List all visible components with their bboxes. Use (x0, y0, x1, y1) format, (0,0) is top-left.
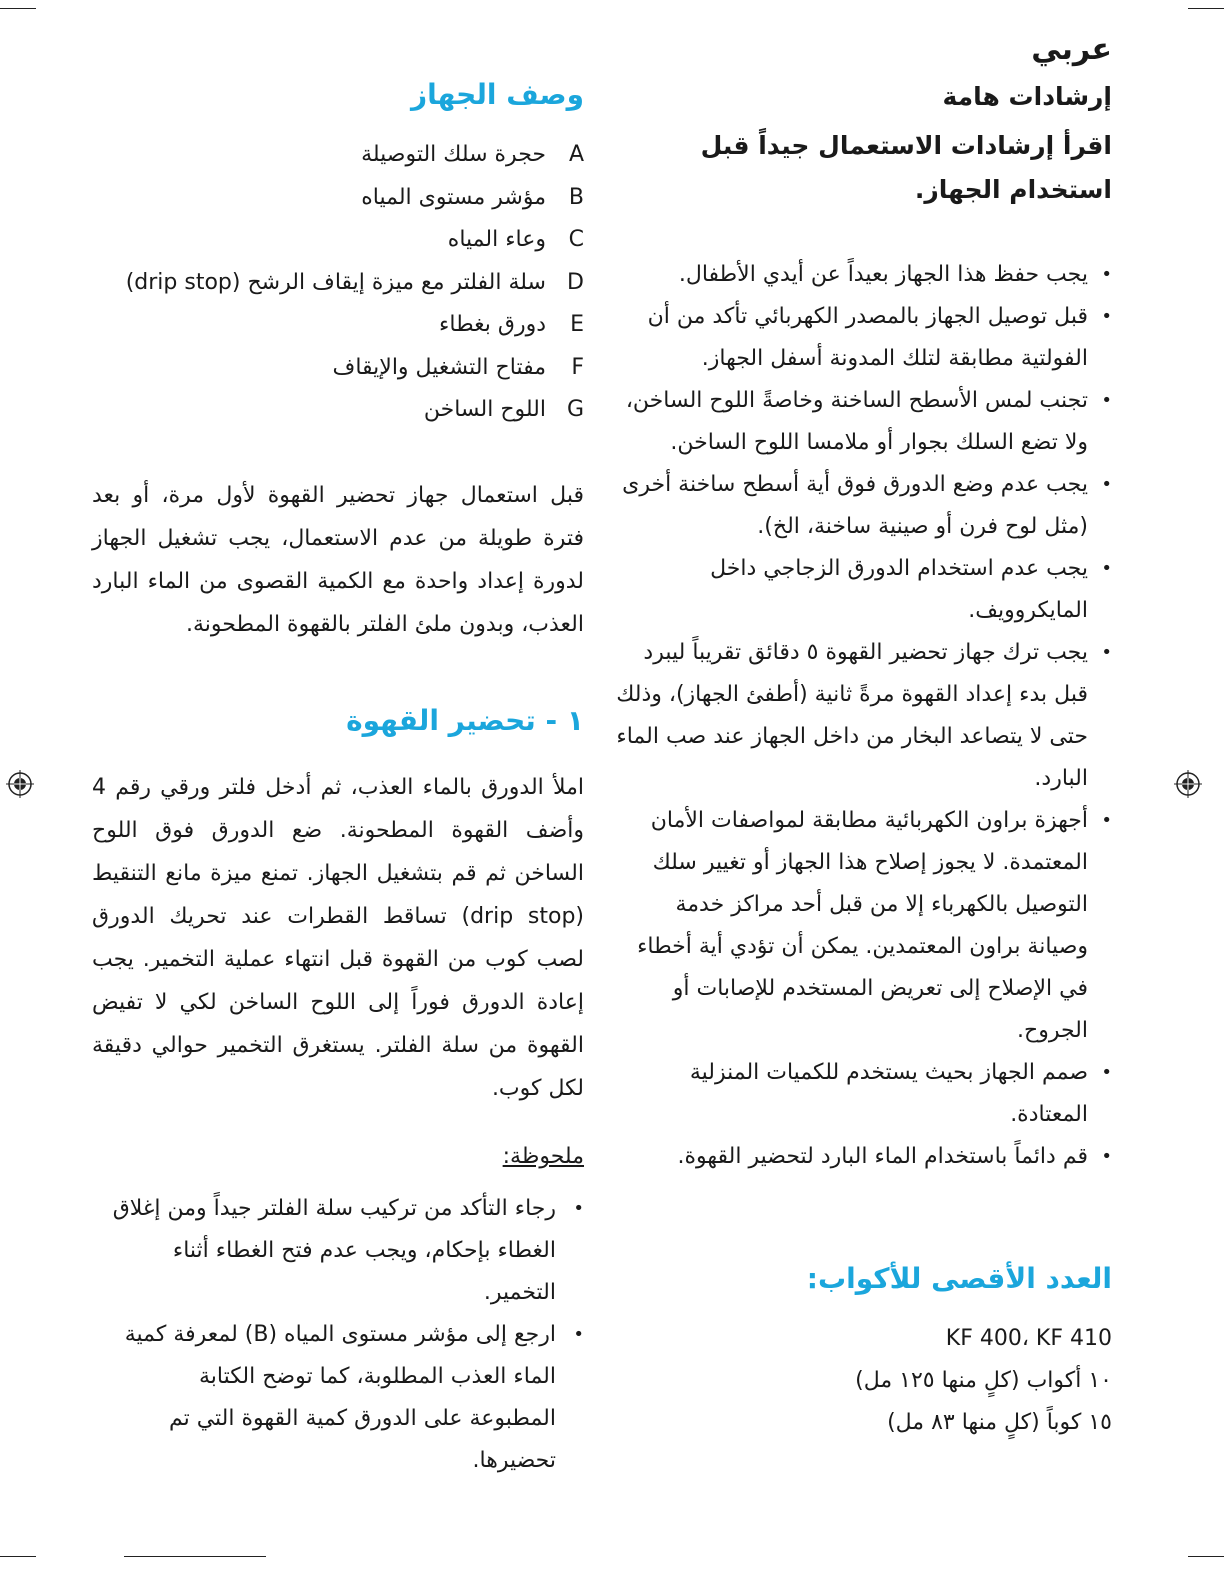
description-title: وصف الجهاز (411, 78, 584, 111)
bullet-icon: • (1101, 474, 1112, 495)
bottom-rule (124, 1556, 266, 1557)
part-item: G اللوح الساخن (423, 397, 584, 422)
bullet-icon: • (1101, 558, 1112, 579)
bullet-icon: • (1101, 810, 1112, 831)
part-item: E دورق بغطاء (439, 312, 584, 337)
list-item: • صمم الجهاز بحيث يستخدم للكميات المنزلية المعتادة. (612, 1052, 1112, 1136)
bullet-icon: • (1101, 1146, 1112, 1167)
list-item: • رجاء التأكد من تركيب سلة الفلتر جيداً ومن إغلاق الغطاء بإحكام، ويجب عدم فتح الغطاء أثناء التخمير. (112, 1188, 584, 1314)
registration-mark-icon (1174, 770, 1202, 798)
list-item: • قم دائماً باستخدام الماء البارد لتحضير القهوة. (612, 1136, 1112, 1178)
list-item: • يجب ترك جهاز تحضير القهوة ٥ دقائق تقريباً ليبرد قبل بدء إعداد القهوة مرةً ثانية (أطفئ الجهاز)، وذلك حتى لا يتصاعد البخار من داخل الجهاز عند صب الماء البارد. (612, 632, 1112, 800)
crop-mark-top-left (0, 8, 36, 9)
bullet-icon: • (1101, 642, 1112, 663)
max-cups-title: العدد الأقصى للأكواب: (806, 1262, 1112, 1295)
important-title: إرشادات هامة (942, 82, 1112, 111)
list-item: • قبل توصيل الجهاز بالمصدر الكهربائي تأكد من أن الفولتية مطابقة لتلك المدونة أسفل الجهاز. (612, 296, 1112, 380)
bullet-icon: • (1101, 390, 1112, 411)
crop-mark-top-right (1188, 8, 1224, 9)
important-subtitle: اقرأ إرشادات الاستعمال جيداً قبل استخدام الجهاز. (700, 131, 1112, 204)
bullet-icon: • (1101, 306, 1112, 327)
max-cups-models: KF 400، KF 410 (945, 1326, 1112, 1351)
list-item: • يجب عدم وضع الدورق فوق أية أسطح ساخنة أخرى (مثل لوح فرن أو صينية ساخنة، الخ). (612, 464, 1112, 548)
max-cups-list (855, 1318, 1112, 1444)
crop-mark-bottom-right (1188, 1556, 1224, 1557)
brewing-title: ١ - تحضير القهوة (346, 704, 584, 737)
part-item: C وعاء المياه (447, 227, 584, 252)
part-item: F مفتاح التشغيل والإيقاف (332, 354, 584, 380)
bullet-icon: • (1101, 1062, 1112, 1083)
list-item: • يجب عدم استخدام الدورق الزجاجي داخل المايكروويف. (612, 548, 1112, 632)
bullet-icon: • (573, 1198, 584, 1219)
max-cups-line: ١٠ أكواب (كلٍ منها ١٢٥ مل) (855, 1368, 1112, 1393)
part-item: A حجرة سلك التوصيلة (361, 142, 584, 167)
part-item: D سلة الفلتر مع ميزة إيقاف الرشح (drip stop) (125, 269, 584, 295)
crop-mark-bottom-left (0, 1556, 36, 1557)
language-title: عربي (1031, 32, 1112, 67)
brewing-paragraph: املأ الدورق بالماء العذب، ثم أدخل فلتر ورقي رقم 4 وأضف القهوة المطحونة. ضع الدورق فوق اللوح الساخن ثم قم بتشغيل الجهاز. تمنع ميزة مانع التنقيط (drip stop) تساقط القطرات عند تحريك الدورق لصب كوب من القهوة قبل انتهاء عملية التخمير. يجب إعادة الدورق فوراً إلى اللوح الساخن لكي لا تفيض القهوة من سلة الفلتر. يستغرق التخمير حوالي دقيقة لكل كوب. (92, 775, 585, 1101)
max-cups-line: ١٥ كوباً (كلٍ منها ٨٣ مل) (887, 1410, 1112, 1435)
parts-list (126, 134, 584, 432)
bullet-icon: • (1101, 264, 1112, 285)
safety-list (612, 254, 1112, 1178)
registration-mark-icon (6, 770, 34, 798)
bullet-icon: • (573, 1324, 584, 1345)
note-label: ملحوظة: (502, 1144, 584, 1169)
part-item: B مؤشر مستوى المياه (361, 184, 584, 210)
list-item: • يجب حفظ هذا الجهاز بعيداً عن أيدي الأطفال. (612, 254, 1112, 296)
list-item: • أجهزة براون الكهربائية مطابقة لمواصفات الأمان المعتمدة. لا يجوز إصلاح هذا الجهاز أو تغيير سلك التوصيل بالكهرباء إلا من قبل أحد مراكز خدمة وصيانة براون المعتمدين. يمكن أن تؤدي أية أخطاء في الإصلاح إلى تعريض المستخدم للإصابات أو الجروح. (612, 800, 1112, 1052)
before-first-use-paragraph: قبل استعمال جهاز تحضير القهوة لأول مرة، أو بعد فترة طويلة من عدم الاستعمال، يجب تشغيل الجهاز لدورة إعداد واحدة مع الكمية القصوى من الماء البارد العذب، وبدون ملئ الفلتر بالقهوة المطحونة. (92, 483, 584, 637)
list-item: • تجنب لمس الأسطح الساخنة وخاصةً اللوح الساخن، ولا تضع السلك بجوار أو ملامسا اللوح الساخن. (612, 380, 1112, 464)
list-item: • ارجع إلى مؤشر مستوى المياه (B) لمعرفة كمية الماء العذب المطلوبة، كما توضح الكتابة المطبوعة على الدورق كمية القهوة التي تم تحضيرها. (112, 1314, 584, 1482)
notes-list (112, 1188, 584, 1482)
